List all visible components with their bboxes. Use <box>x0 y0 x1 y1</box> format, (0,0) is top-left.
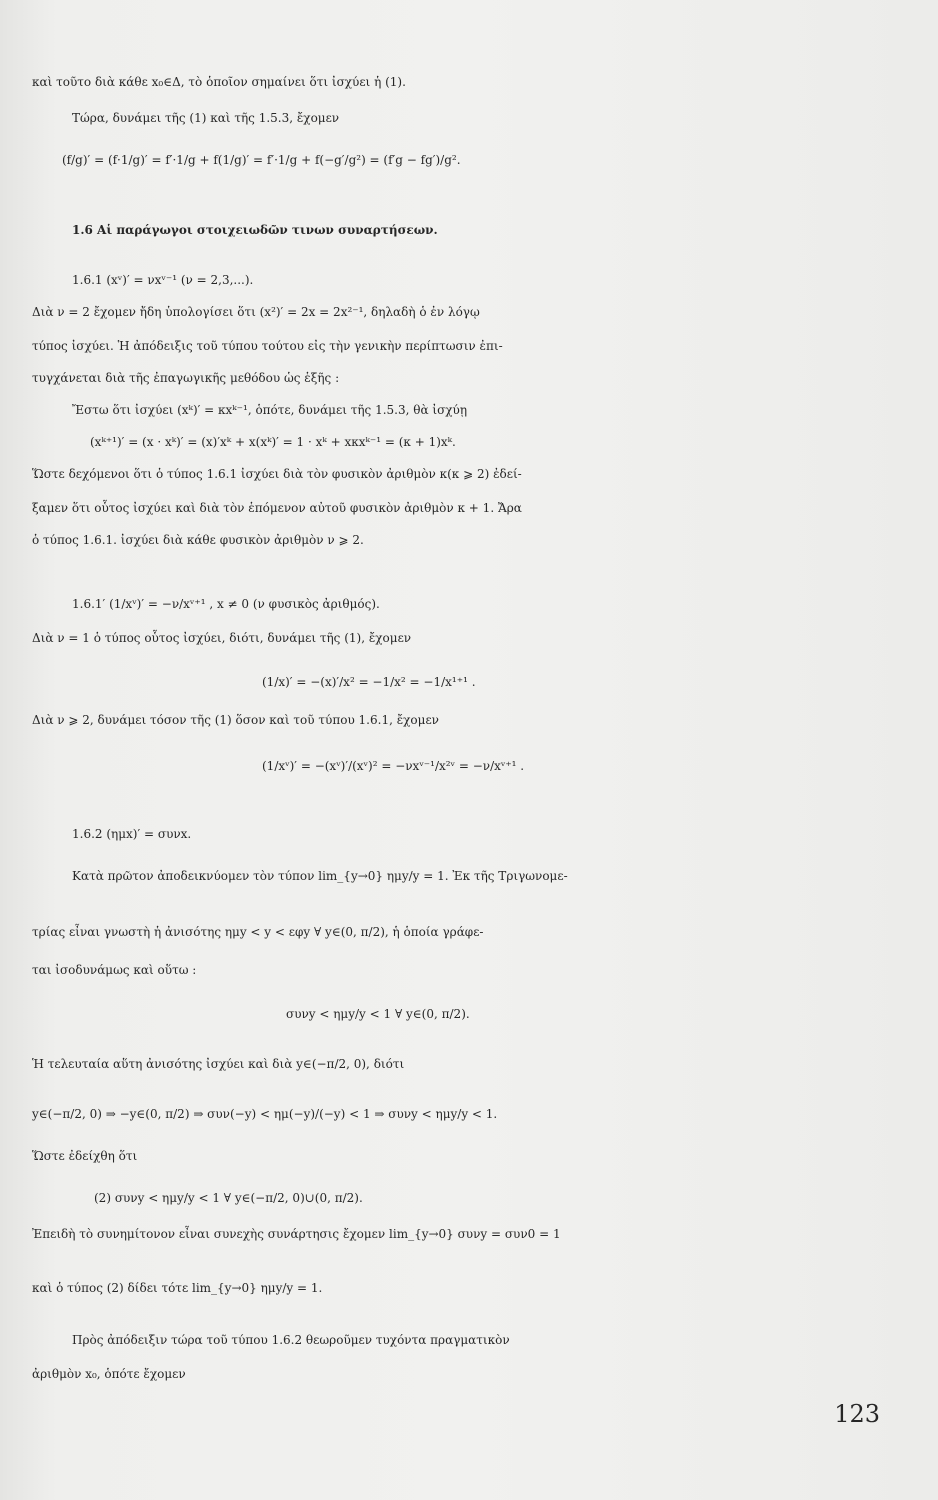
formula-display: συνy < ημy/y < 1 ∀ y∈(0, π/2). <box>286 1007 470 1021</box>
formula-display: (1/xᵛ)′ = −(xᵛ)′/(xᵛ)² = −νxᵛ⁻¹/x²ᵛ = −ν/xᵛ⁺¹ . <box>262 759 525 773</box>
text-line: Τώρα, δυνάμει τῆς (1) καὶ τῆς 1.5.3, ἔχομεν <box>72 111 340 125</box>
formula-1-6-2: 1.6.2 (ημx)′ = συνx. <box>72 827 192 841</box>
text-line: Κατὰ πρῶτον ἀποδεικνύομεν τὸν τύπον lim_{y→0} ημy/y = 1. Ἐκ τῆς Τριγωνομε- <box>72 869 568 883</box>
text-line: ὁ τύπος 1.6.1. ἰσχύει διὰ κάθε φυσικὸν ἀριθμὸν ν ⩾ 2. <box>32 533 364 547</box>
text-line: Διὰ ν = 1 ὁ τύπος οὗτος ἰσχύει, διότι, δυνάμει τῆς (1), ἔχομεν <box>32 631 412 645</box>
text-line: τύπος ἰσχύει. Ἡ ἀπόδειξις τοῦ τύπου τούτου εἰς τὴν γενικὴν περίπτωσιν ἐπι- <box>32 339 503 353</box>
formula-1-6-1-prime: 1.6.1′ (1/xᵛ)′ = −ν/xᵛ⁺¹ , x ≠ 0 (ν φυσικὸς ἀριθμός). <box>72 597 380 611</box>
text-line: καὶ ὁ τύπος (2) δίδει τότε lim_{y→0} ημy/y = 1. <box>32 1281 323 1295</box>
formula-1-6-1: 1.6.1 (xᵛ)′ = νxᵛ⁻¹ (ν = 2,3,...). <box>72 273 254 287</box>
text-line: Ὥστε ἐδείχθη ὅτι <box>32 1149 138 1163</box>
text-line: τυγχάνεται διὰ τῆς ἐπαγωγικῆς μεθόδου ὡς ἑξῆς : <box>32 371 340 385</box>
section-heading: 1.6 Αἱ παράγωγοι στοιχειωδῶν τινων συναρτήσεων. <box>72 223 438 237</box>
formula-eq-2: (2) συνy < ημy/y < 1 ∀ y∈(−π/2, 0)∪(0, π/2). <box>94 1191 363 1205</box>
formula-display: y∈(−π/2, 0) ⇒ −y∈(0, π/2) ⇒ συν(−y) < ημ(−y)/(−y) < 1 ⇒ συνy < ημy/y < 1. <box>32 1107 498 1121</box>
formula-quotient-rule: (f/g)′ = (f·1/g)′ = f′·1/g + f(1/g)′ = f′·1/g + f(−g′/g²) = (f′g − fg′)/g². <box>62 153 461 167</box>
text-line: Διὰ ν = 2 ἔχομεν ἤδη ὑπολογίσει ὅτι (x²)′ = 2x = 2x²⁻¹, δηλαδὴ ὁ ἐν λόγῳ <box>32 305 480 319</box>
text-line: ἀριθμὸν x₀, ὁπότε ἔχομεν <box>32 1367 186 1381</box>
text-line: Ἔστω ὅτι ἰσχύει (xᵏ)′ = κxᵏ⁻¹, ὁπότε, δυνάμει τῆς 1.5.3, θὰ ἰσχύῃ <box>72 403 468 417</box>
text-line: ξαμεν ὅτι οὗτος ἰσχύει καὶ διὰ τὸν ἑπόμενον αὐτοῦ φυσικὸν ἀριθμὸν κ + 1. Ἄρα <box>32 501 522 515</box>
text-line: τρίας εἶναι γνωστὴ ἡ ἀνισότης ημy < y < εφy ∀ y∈(0, π/2), ἡ ὁποία γράφε- <box>32 925 484 939</box>
formula-induction: (xᵏ⁺¹)′ = (x · xᵏ)′ = (x)′xᵏ + x(xᵏ)′ = 1 · xᵏ + xκxᵏ⁻¹ = (κ + 1)xᵏ. <box>90 435 456 449</box>
text-line: Διὰ ν ⩾ 2, δυνάμει τόσον τῆς (1) ὅσον καὶ τοῦ τύπου 1.6.1, ἔχομεν <box>32 713 439 727</box>
formula-display: (1/x)′ = −(x)′/x² = −1/x² = −1/x¹⁺¹ . <box>262 675 476 689</box>
text-line: Ἐπειδὴ τὸ συνημίτονον εἶναι συνεχὴς συνάρτησις ἔχομεν lim_{y→0} συνy = συν0 = 1 <box>32 1227 561 1241</box>
text-line: Ὥστε δεχόμενοι ὅτι ὁ τύπος 1.6.1 ἰσχύει διὰ τὸν φυσικὸν ἀριθμὸν κ(κ ⩾ 2) ἐδεί- <box>32 467 522 481</box>
text-line: Πρὸς ἀπόδειξιν τώρα τοῦ τύπου 1.6.2 θεωροῦμεν τυχόντα πραγματικὸν <box>72 1333 510 1347</box>
text-line: Ἡ τελευταία αὕτη ἀνισότης ἰσχύει καὶ διὰ y∈(−π/2, 0), διότι <box>32 1057 405 1071</box>
page-number: 123 <box>834 1400 880 1428</box>
text-line: καὶ τοῦτο διὰ κάθε x₀∈Δ, τὸ ὁποῖον σημαίνει ὅτι ἰσχύει ἡ (1). <box>32 75 406 89</box>
text-line: ται ἰσοδυνάμως καὶ οὕτω : <box>32 963 197 977</box>
